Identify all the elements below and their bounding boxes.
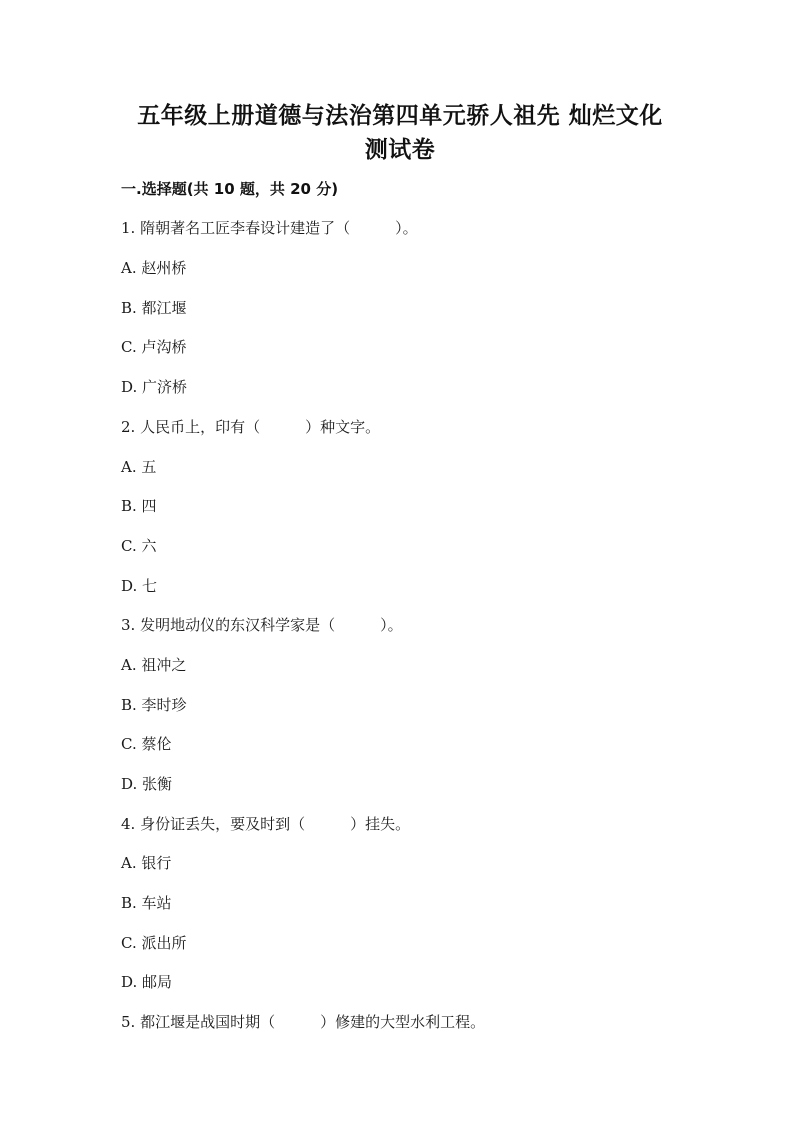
answer-option: A. 赵州桥 bbox=[121, 259, 187, 277]
question-stem: 2. 人民币上，印有（ ）种文字。 bbox=[121, 418, 381, 436]
answer-option: B. 四 bbox=[121, 497, 157, 515]
answer-option: C. 六 bbox=[121, 537, 157, 555]
answer-option: A. 祖冲之 bbox=[121, 656, 187, 674]
exam-title-line-1: 五年级上册道德与法治第四单元骄人祖先 灿烂文化 bbox=[137, 103, 663, 129]
question-stem: 3. 发明地动仪的东汉科学家是（ ）。 bbox=[121, 616, 403, 634]
answer-option: D. 广济桥 bbox=[121, 378, 188, 396]
answer-option: B. 都江堰 bbox=[121, 299, 187, 317]
question-stem: 5. 都江堰是战国时期（ ）修建的大型水利工程。 bbox=[121, 1013, 486, 1031]
answer-option: B. 李时珍 bbox=[121, 696, 187, 714]
exam-title-line-2: 测试卷 bbox=[364, 137, 436, 163]
answer-option: A. 银行 bbox=[121, 854, 172, 872]
answer-option: C. 卢沟桥 bbox=[121, 338, 187, 356]
question-stem: 1. 隋朝著名工匠李春设计建造了（ ）。 bbox=[121, 219, 418, 237]
answer-option: D. 张衡 bbox=[121, 775, 173, 793]
answer-option: C. 蔡伦 bbox=[121, 735, 172, 753]
question-stem: 4. 身份证丢失，要及时到（ ）挂失。 bbox=[121, 815, 411, 833]
answer-option: B. 车站 bbox=[121, 894, 172, 912]
answer-option: C. 派出所 bbox=[121, 934, 187, 952]
section-heading: 一.选择题(共 10 题，共 20 分) bbox=[121, 180, 339, 198]
answer-option: D. 邮局 bbox=[121, 973, 173, 991]
answer-option: D. 七 bbox=[121, 577, 158, 595]
answer-option: A. 五 bbox=[121, 458, 157, 476]
